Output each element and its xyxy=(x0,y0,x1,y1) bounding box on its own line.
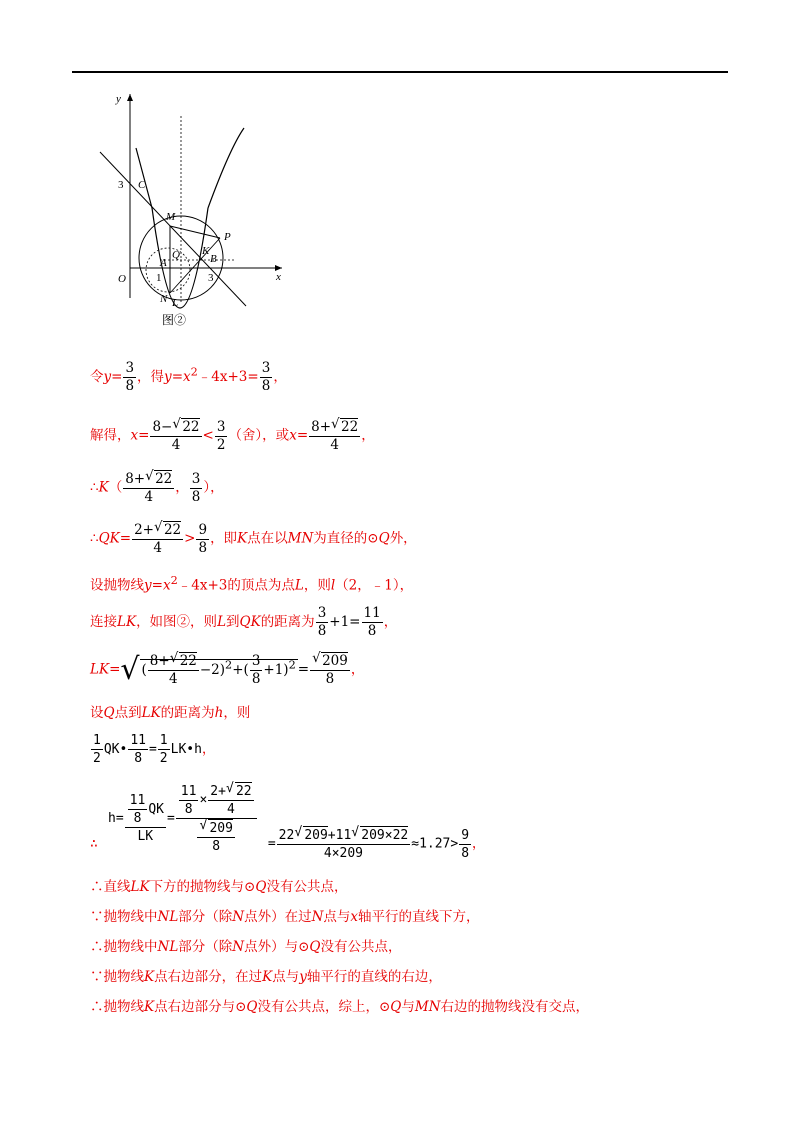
fraction: $\frac{3}{8}$ xyxy=(251,652,261,687)
label-m: M xyxy=(166,211,176,223)
line-10: h= $\frac{11}{8}$ QK LK = $\frac{11}{8}$ × $\frac{2+√ 22}{4}$ √ $\frac{209}{8}$ xyxy=(90,782,258,855)
label-3: 3 xyxy=(118,179,124,191)
parabola xyxy=(136,128,244,308)
y-axis-arrow xyxy=(127,94,133,101)
fraction: √ $\frac{209}{8}$ xyxy=(310,652,350,688)
line-4: ∴QK= $\frac{2+√ 22}{4}$ > $\frac{9}{8}$ ，即K点在以MN为直径的⊙Q外， xyxy=(90,521,417,557)
fraction: $\frac{2+√ 22}{4}$ xyxy=(132,521,183,557)
line-10b: ∴ = $\frac{22√ 209+11√ 209\times 22}{4\times 209}$ ≈1.27> $\frac{9}{8}$ ， xyxy=(90,826,485,862)
figure-caption: 图② xyxy=(162,313,187,327)
fraction: $\frac{11}{8}$ xyxy=(130,733,146,766)
header-rule xyxy=(72,71,728,73)
fraction: $\frac{3}{8}$ xyxy=(317,605,327,639)
segment-mp xyxy=(170,226,220,238)
label-a: A xyxy=(160,257,167,269)
fraction: $\frac{3}{8}$ xyxy=(191,470,201,505)
label-1: 1 xyxy=(156,272,162,284)
line-11: ∴直线LK下方的抛物线与⊙Q没有公共点， xyxy=(90,879,348,895)
fraction: $\frac{11}{8}$ × $\frac{2+√ 22}{4}$ √ $\frac{209}{8}$ xyxy=(176,782,257,855)
label-q: Q xyxy=(172,249,180,261)
line-13: ∴抛物线中NL部分（除N点外）与⊙Q没有公共点， xyxy=(90,939,402,955)
label-n: N xyxy=(160,293,168,305)
line-12: ∵抛物线中NL部分（除N点外）在过N点与x轴平行的直线下方， xyxy=(90,909,480,925)
fraction: $\frac{8-√ 22}{4}$ xyxy=(150,418,201,454)
label-3x: 3 xyxy=(208,272,214,284)
label-o: O xyxy=(118,273,126,285)
fraction: $\frac{8+√ 22}{4}$ xyxy=(123,470,174,506)
fraction: $\frac{11}{8}$ xyxy=(363,605,381,639)
line-8: 设Q点到LK的距离为h，则 xyxy=(90,705,251,721)
line-7: LK=√ ( $\frac{8+√ 22}{4}$ −2)$^2$+( $\frac{3}{8}$ +1)$^2$ = √ $\frac{209}{8}$ ， xyxy=(90,652,364,688)
label-x: x xyxy=(276,271,281,283)
fraction: $\frac{11}{8}$ QK LK xyxy=(125,792,166,845)
label-l: L xyxy=(172,297,179,309)
fraction: $\frac{9}{8}$ xyxy=(461,827,470,861)
label-p: P xyxy=(224,231,231,243)
label-b: B xyxy=(210,253,217,265)
fraction: $\frac{3}{8}$ xyxy=(261,360,271,394)
line-9: $\frac{1}{2}$ QK• $\frac{11}{8}$ = $\frac{1}{2}$ LK•h， xyxy=(93,733,215,766)
fraction: $\frac{9}{8}$ xyxy=(198,521,208,556)
fraction: $\frac{8+√ 22}{4}$ xyxy=(309,418,360,454)
fraction: $\frac{1}{2}$ xyxy=(159,733,168,766)
fraction: $\frac{1}{2}$ xyxy=(93,733,101,766)
label-y: y xyxy=(116,93,121,105)
line-2: 解得，x= $\frac{8-√ 22}{4}$ < $\frac{3}{2}$ （舍），或x= $\frac{8+√ 22}{4}$ ， xyxy=(90,418,375,454)
line-1: 令y= $\frac{3}{8}$ ，得$y=x^2﹣4x+3=$ $\frac{3}{8}$ ， xyxy=(90,360,287,394)
line-3: ∴K（ $\frac{8+√ 22}{4}$ ， $\frac{3}{8}$ ）， xyxy=(90,470,224,506)
line-5: 设抛物线$y=x^2﹣4x+3$的顶点为点L，则l（2，﹣1）， xyxy=(90,574,414,594)
fraction: $\frac{3}{8}$ xyxy=(125,360,135,394)
line-14: ∵抛物线K点右边部分，在过K点与y轴平行的直线的右边， xyxy=(90,969,442,985)
fraction: $\frac{22√ 209+11√ 209\times 22}{4\times 209}$ xyxy=(277,826,411,862)
line-6: 连接LK，如图②，则L到QK的距离为 $\frac{3}{8}$ +1= $\frac{11}{8}$ ， xyxy=(90,605,398,639)
label-k: K xyxy=(202,245,210,257)
label-c: C xyxy=(138,179,146,191)
fraction: $\frac{8+√ 22}{4}$ xyxy=(148,652,199,688)
dashed-circle xyxy=(146,248,190,292)
line-15: ∴抛物线K点右边部分与⊙Q没有公共点，综上，⊙Q与MN右边的抛物线没有交点， xyxy=(90,999,590,1015)
fraction: $\frac{3}{2}$ xyxy=(216,418,226,453)
segment-np xyxy=(170,238,220,293)
figure-diagram xyxy=(90,88,290,328)
